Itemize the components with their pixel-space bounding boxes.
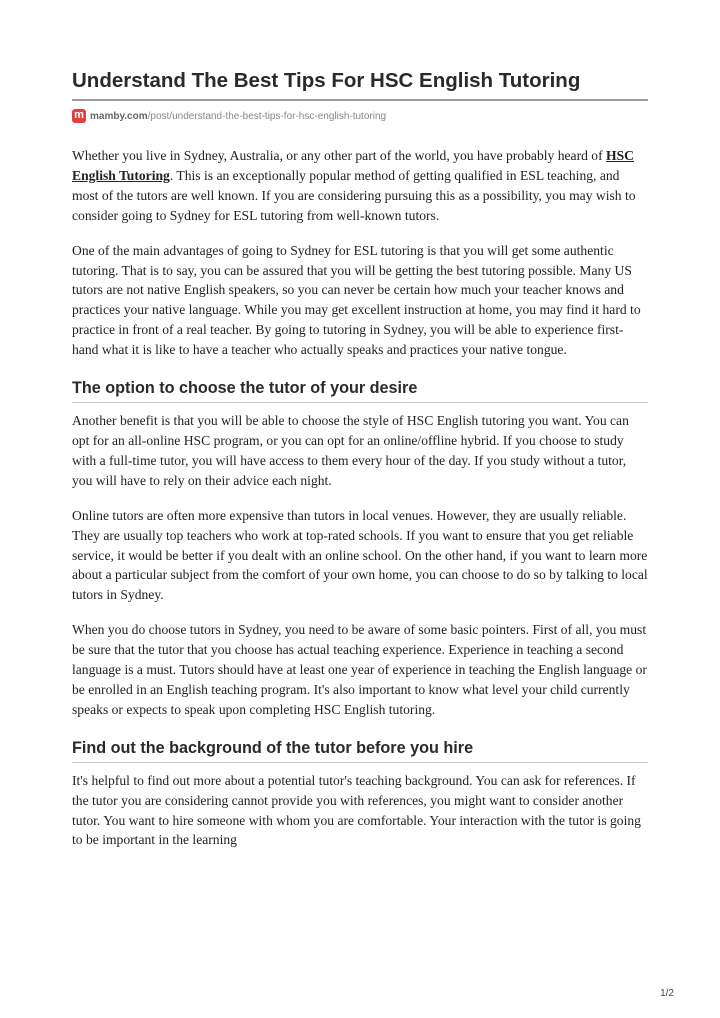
paragraph-1-text-end: . This is an exceptionally popular method of getting qualified in ESL teaching, and most of the tutors are well known. If you are considering pursuing this as a possibility, you may wish to consider going to Sydney for ESL tutoring from well-known tutors. <box>72 167 636 223</box>
section-heading-tutor-background: Find out the background of the tutor before you hire <box>72 737 648 763</box>
source-path[interactable]: /post/understand-the-best-tips-for-hsc-english-tutoring <box>147 110 387 122</box>
paragraph-2: One of the main advantages of going to Sydney for ESL tutoring is that you will get some authentic tutoring. That is to say, you can be assured that you will be getting the best tutoring possible. Many US tutors are not native English speakers, so you can never be certain how much your teacher knows and practices your native language. While you may get excellent instruction at home, you may find it hard to practice in front of a real teacher. By going to tutoring in Sydney, you will be able to experience first-hand what it is like to have a teacher who actually speaks and practices your native tongue. <box>72 242 641 358</box>
paragraph-6: It's helpful to find out more about a potential tutor's teaching background. You can ask for references. If the tutor you are considering cannot provide you with references, you might want to consider another tutor. You want to hire someone with whom you are comfortable. Your interaction with the tutor is going to be important in the learning <box>72 772 641 848</box>
hsc-english-tutoring-link[interactable]: HSC English Tutoring <box>72 148 634 183</box>
page-title: Understand The Best Tips For HSC English Tutoring <box>72 0 648 101</box>
source-domain[interactable]: mamby.com <box>90 110 148 122</box>
document-page <box>72 0 648 850</box>
paragraph-1 <box>72 146 648 226</box>
paragraph-1-text-start: Whether you live in Sydney, Australia, or any other part of the world, you have probably heard of <box>72 148 607 163</box>
paragraph-4: Online tutors are often more expensive than tutors in local venues. However, they are usually reliable. They are usually top teachers who work at top-rated schools. If you want to ensure that you get reliable service, it would be better if you dealt with an online school. On the other hand, if you want to learn more about a particular subject from the comfort of your own home, you can choose to do so by talking to local tutors in Sydney. <box>72 507 648 603</box>
paragraph-3: Another benefit is that you will be able to choose the style of HSC English tutoring you want. You can opt for an all-online HSC program, or you can opt for an online/offline hybrid. If you choose to study with a full-time tutor, you will have access to them every hour of the day. If you study without a tutor, you will have to rely on their advice each night. <box>72 413 629 488</box>
section-heading-choose-tutor: The option to choose the tutor of your desire <box>72 377 648 403</box>
mamby-logo-icon: m <box>72 109 86 123</box>
page-number: 1/2 <box>660 988 674 999</box>
paragraph-5: When you do choose tutors in Sydney, you need to be aware of some basic pointers. First of all, you must be sure that the tutor that you choose has actual teaching experience. Experience in teaching a second language is a must. Tutors should have at least one year of experience in teaching the English language or be enrolled in an English teaching program. It's also important to know what level your child currently speaks or expects to speak upon completing HSC English tutoring. <box>72 622 647 717</box>
source-line <box>72 109 648 123</box>
